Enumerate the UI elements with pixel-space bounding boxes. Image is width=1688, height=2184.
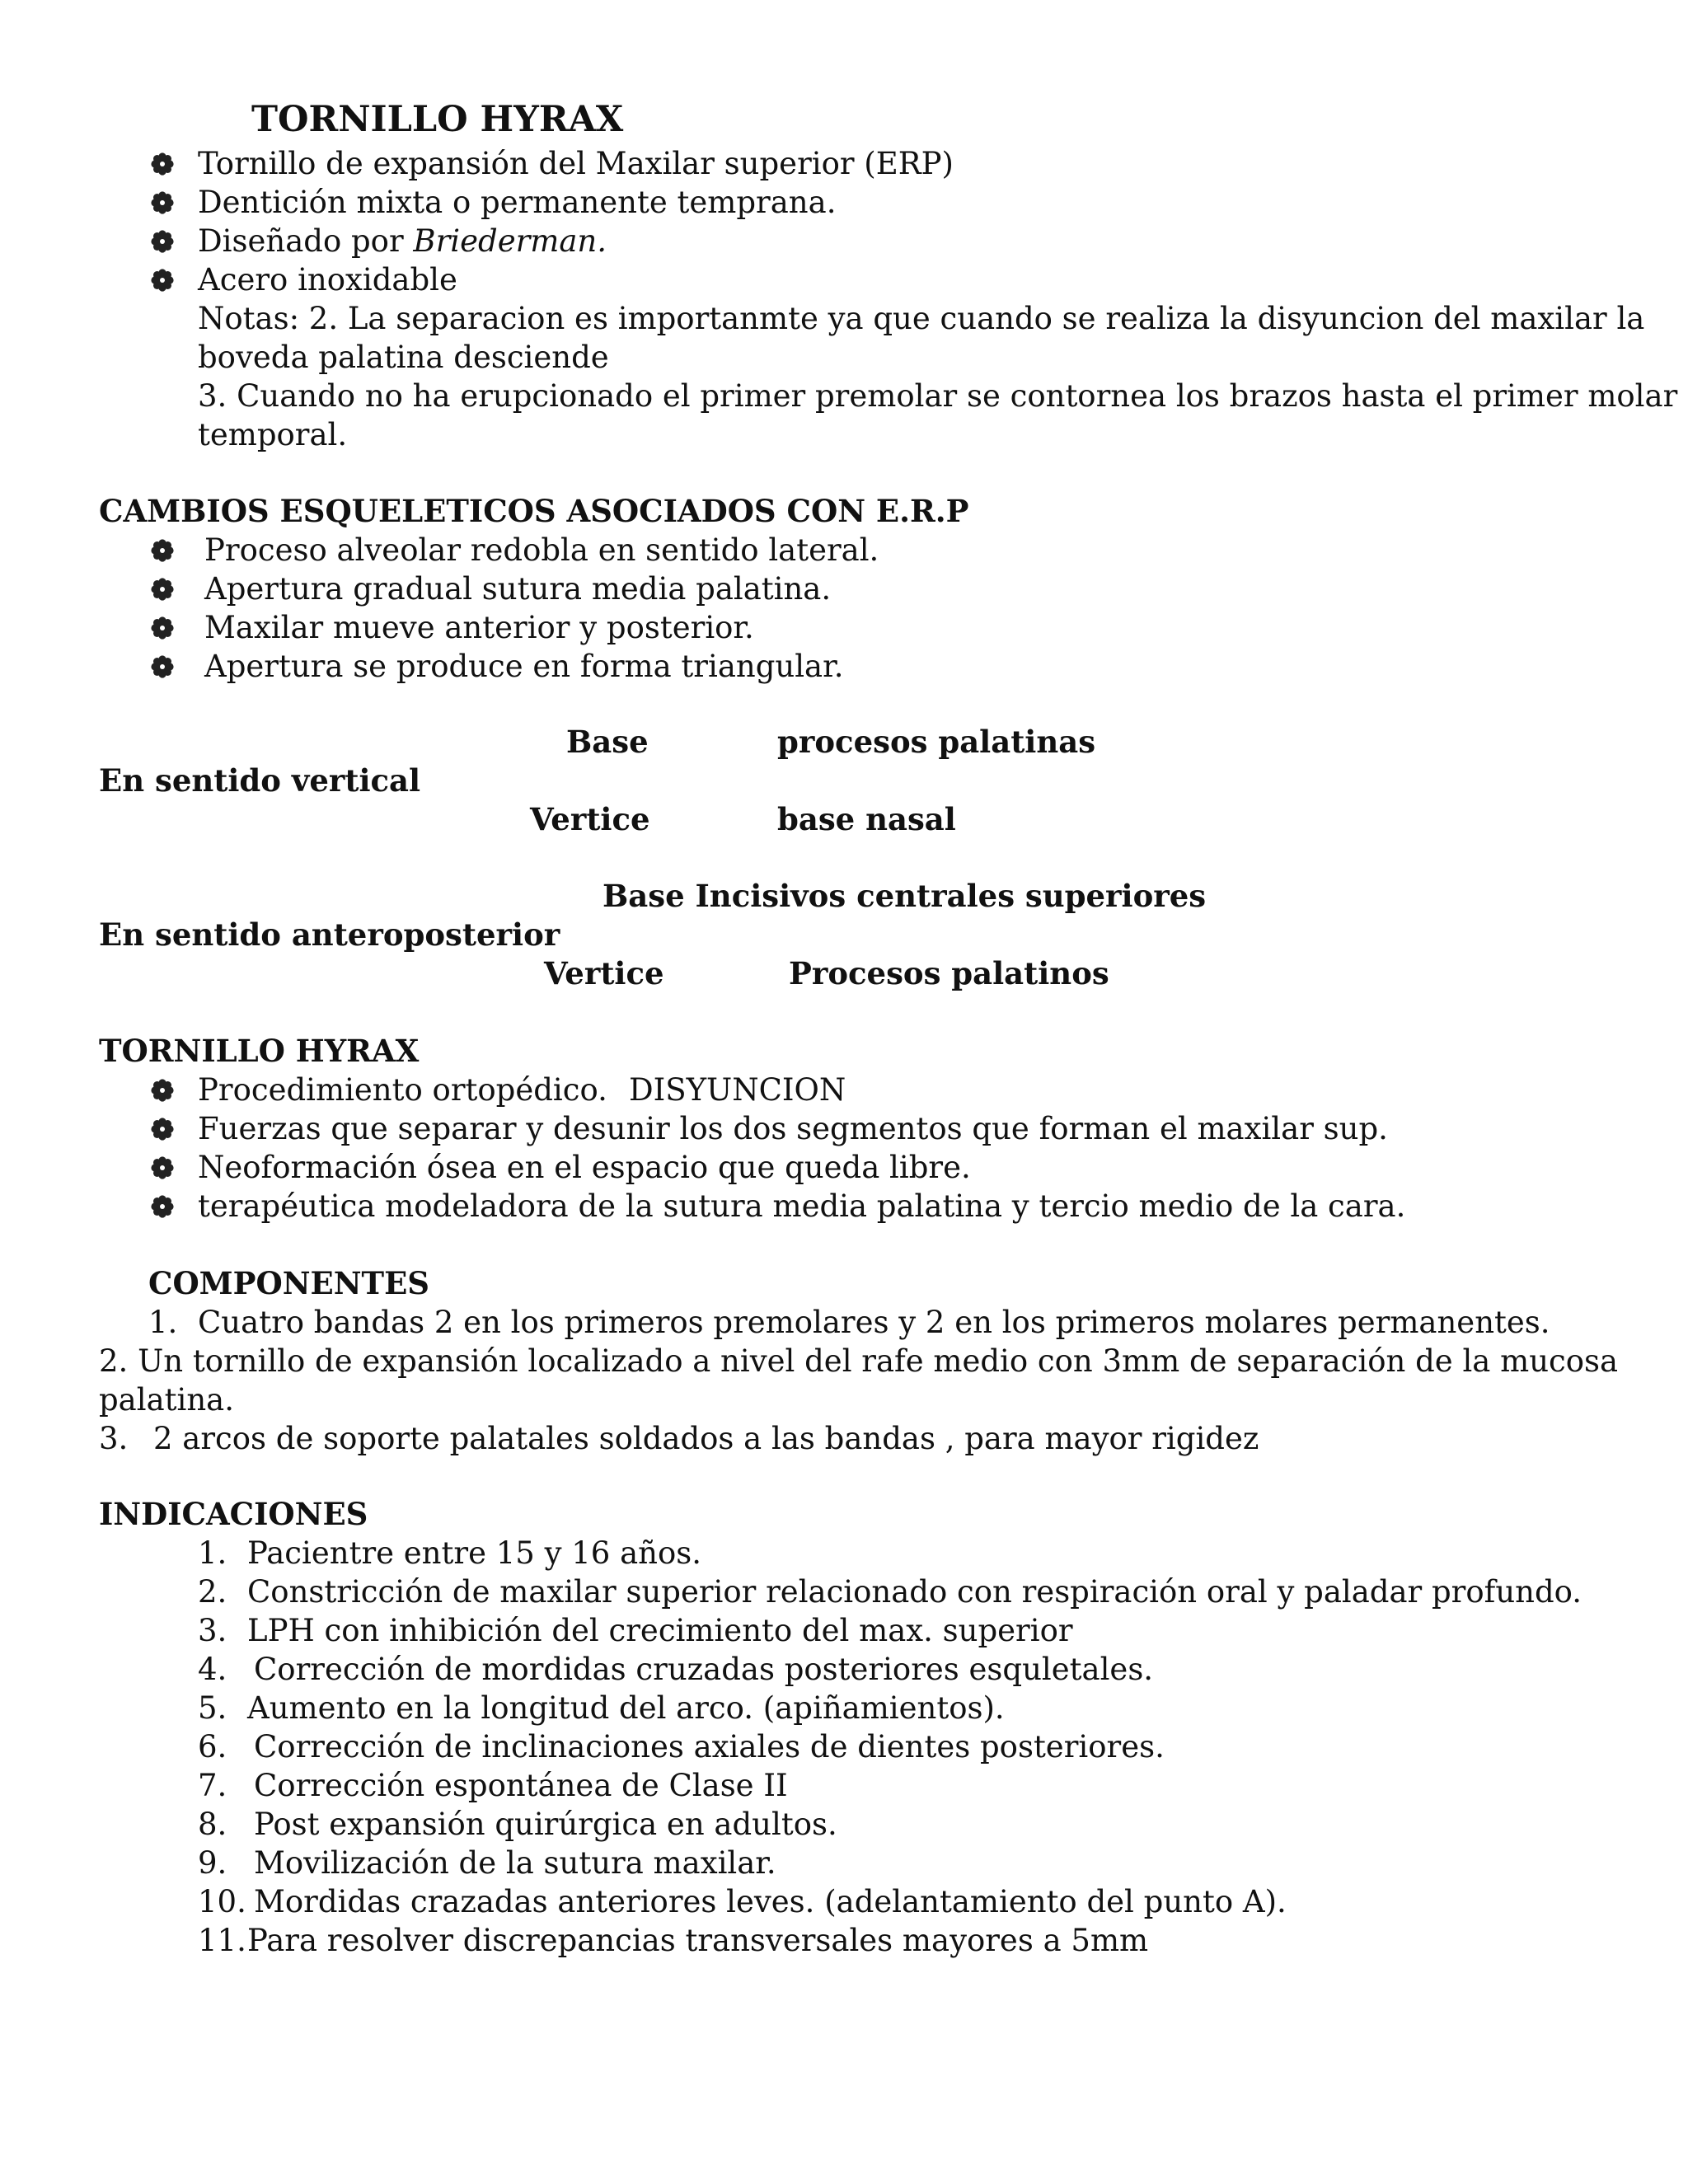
list-item: Post expansión quirúrgica en adultos. <box>254 1807 837 1842</box>
vertical-label: En sentido vertical <box>99 762 421 799</box>
anteroposterior-label: En sentido anteroposterior <box>99 916 560 953</box>
list-item: Para resolver discrepancias transversales mayores a 5mm <box>247 1923 1149 1958</box>
list-item: Proceso alveolar redobla en sentido lateral. <box>204 532 879 568</box>
indicaciones-heading: INDICACIONES <box>99 1496 368 1532</box>
list-item: Cuatro bandas 2 en los primeros premolares y 2 en los primeros molares permanentes. <box>198 1305 1550 1340</box>
vertical-base-label: Base <box>566 724 649 760</box>
list-number: 10. <box>198 1884 246 1919</box>
flower-bullet-icon <box>151 616 174 640</box>
flower-bullet-icon <box>151 655 174 678</box>
flower-bullet-icon <box>151 578 174 601</box>
list-item: Corrección espontánea de Clase II <box>254 1768 788 1803</box>
list-item: Mordidas crazadas anteriores leves. (adelantamiento del punto A). <box>254 1884 1287 1919</box>
componentes-heading: COMPONENTES <box>148 1265 429 1301</box>
flower-bullet-icon <box>151 152 174 176</box>
vertical-vertice-value: base nasal <box>777 801 956 837</box>
list-number: 2. <box>198 1574 227 1610</box>
list-item: Procedimiento ortopédico. <box>198 1072 607 1108</box>
anteroposterior-vertice-label: Vertice <box>544 955 664 991</box>
list-item: Aumento en la longitud del arco. (apiñamientos). <box>247 1690 1005 1726</box>
list-item-continued: palatina. <box>99 1382 234 1418</box>
list-item: 2 arcos de soporte palatales soldados a las bandas , para mayor rigidez <box>153 1421 1259 1456</box>
list-number: 9. <box>198 1845 227 1881</box>
section-heading: TORNILLO HYRAX <box>99 1033 420 1069</box>
note-line: temporal. <box>198 417 348 452</box>
note-line: Notas: 2. La separacion es importanmte ya que cuando se realiza la disyuncion del maxilar la <box>198 301 1645 336</box>
anteroposterior-vertice-value: Procesos palatinos <box>789 955 1109 991</box>
list-item: Constricción de maxilar superior relacionado con respiración oral y paladar profundo. <box>247 1574 1582 1610</box>
list-item: Pacientre entre 15 y 16 años. <box>247 1535 701 1571</box>
list-item: Movilización de la sutura maxilar. <box>254 1845 776 1881</box>
anteroposterior-base-line: Base Incisivos centrales superiores <box>603 878 1207 914</box>
list-item: Corrección de inclinaciones axiales de dientes posteriores. <box>254 1729 1165 1765</box>
list-item: Corrección de mordidas cruzadas posteriores esquletales. <box>254 1652 1154 1687</box>
flower-bullet-icon <box>151 1118 174 1141</box>
list-number: 5. <box>198 1690 227 1726</box>
vertical-base-value: procesos palatinas <box>777 724 1096 760</box>
list-item <box>198 222 607 260</box>
list-item: Dentición mixta o permanente temprana. <box>198 185 837 220</box>
list-item: Apertura gradual sutura media palatina. <box>204 571 832 607</box>
flower-bullet-icon <box>151 1156 174 1179</box>
flower-bullet-icon <box>151 230 174 253</box>
list-item: Apertura se produce en forma triangular. <box>204 649 844 684</box>
list-item: Neoformación ósea en el espacio que queda libre. <box>198 1150 971 1185</box>
flower-bullet-icon <box>151 1195 174 1218</box>
list-number: 1. <box>148 1305 178 1340</box>
list-number: 3. <box>198 1613 227 1648</box>
note-line: 3. Cuando no ha erupcionado el primer premolar se contornea los brazos hasta el primer molar <box>198 378 1678 414</box>
list-item: terapéutica modeladora de la sutura media palatina y tercio medio de la cara. <box>198 1188 1406 1224</box>
designer-name: Briederman. <box>413 223 607 259</box>
flower-bullet-icon <box>151 539 174 562</box>
vertical-vertice-label: Vertice <box>530 801 650 837</box>
list-item: Acero inoxidable <box>198 262 457 298</box>
list-item: LPH con inhibición del crecimiento del max. superior <box>247 1613 1073 1648</box>
flower-bullet-icon <box>151 1079 174 1102</box>
list-number: 7. <box>198 1768 227 1803</box>
list-item: Tornillo de expansión del Maxilar superior (ERP) <box>198 146 954 181</box>
note-line: boveda palatina desciende <box>198 340 609 375</box>
flower-bullet-icon <box>151 269 174 292</box>
list-number: 8. <box>198 1807 227 1842</box>
list-item: 2. Un tornillo de expansión localizado a nivel del rafe medio con 3mm de separación de la mucosa <box>99 1343 1619 1379</box>
list-number: 11. <box>198 1923 246 1958</box>
list-item: Fuerzas que separar y desunir los dos segmentos que forman el maxilar sup. <box>198 1111 1388 1146</box>
list-number: 3. <box>99 1421 129 1456</box>
designed-prefix: Diseñado por <box>198 223 414 259</box>
list-number: 4. <box>198 1652 227 1687</box>
disyuncion-label: DISYUNCION <box>629 1072 846 1108</box>
flower-bullet-icon <box>151 191 174 214</box>
list-number: 6. <box>198 1729 227 1765</box>
page-title: TORNILLO HYRAX <box>251 99 624 140</box>
list-number: 1. <box>198 1535 227 1571</box>
section-heading: CAMBIOS ESQUELETICOS ASOCIADOS CON E.R.P <box>99 493 969 529</box>
list-item: Maxilar mueve anterior y posterior. <box>204 610 754 645</box>
